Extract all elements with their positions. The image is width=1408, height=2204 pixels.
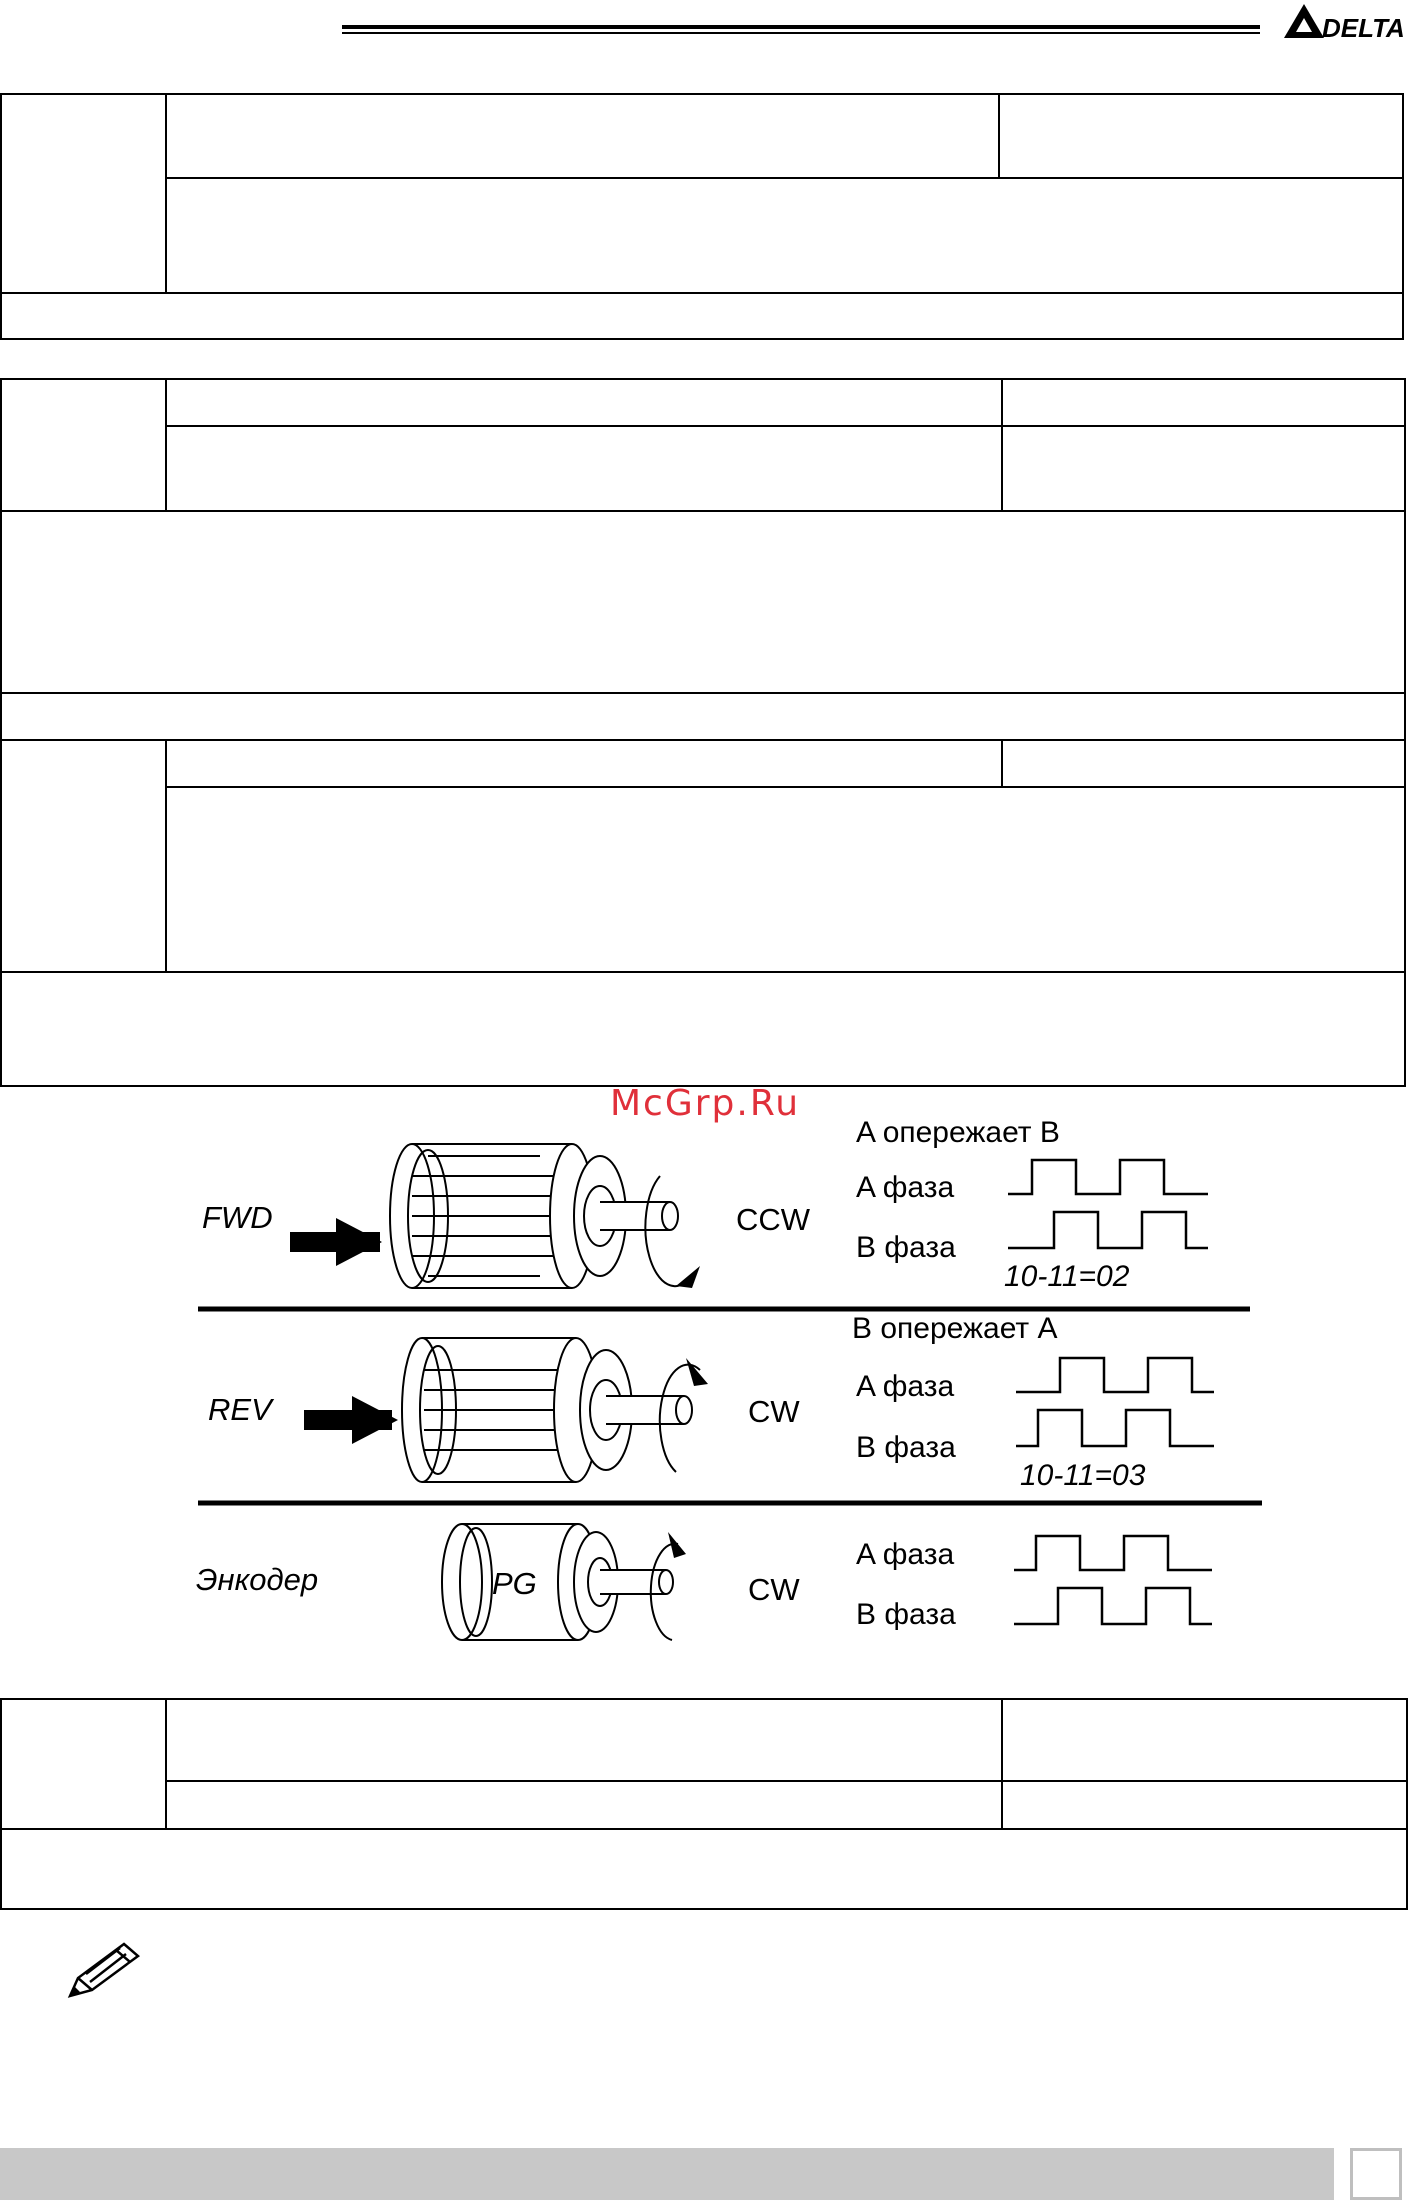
table3-row-divider: [165, 1780, 1408, 1782]
fwd-param: 10-11=02: [1004, 1260, 1130, 1293]
fwd-phase-b-wave: [1008, 1212, 1208, 1248]
fwd-motor-drawing: [290, 1144, 700, 1288]
encoder-direction-diagram: [0, 1100, 1408, 1660]
table2-section-row: [2, 692, 1406, 694]
table1-footer-row: [2, 292, 1404, 294]
fwd-arrow-head: [336, 1218, 382, 1266]
logo-text: DELTA: [1322, 13, 1405, 42]
table1-row-divider: [165, 177, 1404, 179]
table2-name-col-a: [165, 380, 167, 510]
table2-row-divider-a: [165, 425, 1406, 427]
table2-desc-row: [2, 510, 1406, 512]
encoder-direction: CW: [748, 1572, 800, 1607]
encoder-phase-a-label: A фаза: [856, 1538, 955, 1571]
param-table-2: [0, 378, 1406, 1087]
delta-logo: [1282, 2, 1408, 42]
encoder-drawing: [442, 1524, 686, 1640]
table3-desc-row: [2, 1828, 1408, 1830]
footer-bar: [0, 2148, 1334, 2200]
fwd-label: FWD: [202, 1200, 273, 1235]
table2-footer-row: [2, 971, 1406, 973]
fwd-title: A опережает B: [856, 1116, 1060, 1149]
table2-default-col-b: [1001, 739, 1003, 787]
rev-label: REV: [208, 1392, 272, 1427]
fwd-phase-a-label: A фаза: [856, 1171, 955, 1204]
encoder-label: Энкодер: [196, 1562, 319, 1597]
table1-default-col: [998, 95, 1000, 178]
rev-phase-b-wave: [1016, 1410, 1214, 1446]
table3-name-col: [165, 1700, 167, 1830]
fwd-direction: CCW: [736, 1202, 811, 1237]
rev-direction: CW: [748, 1394, 800, 1429]
rev-arrow-head: [352, 1396, 398, 1444]
header-rule-bottom: [342, 32, 1260, 34]
page-number-box: [1350, 2148, 1402, 2200]
param-table-1: [0, 93, 1404, 340]
diagram-svg: [0, 1100, 1408, 1660]
delta-logo-icon: [1282, 2, 1408, 42]
header-rule-top: [342, 25, 1260, 29]
fwd-phase-a-wave: [1008, 1160, 1208, 1194]
table2-name-col-b: [165, 739, 167, 971]
table3-default-col: [1001, 1700, 1003, 1830]
encoder-phase-b-wave: [1014, 1588, 1212, 1624]
rev-title: B опережает A: [852, 1312, 1058, 1345]
rev-phase-a-label: A фаза: [856, 1370, 955, 1403]
pencil-icon: [62, 1938, 144, 2004]
table1-name-col: [165, 95, 167, 292]
table2-param-row: [2, 739, 1406, 741]
table2-row-divider-b: [165, 786, 1406, 788]
watermark-text: McGrp.Ru: [610, 1083, 801, 1124]
encoder-phase-a-wave: [1014, 1536, 1212, 1570]
encoder-phase-b-label: B фаза: [856, 1598, 956, 1631]
rev-phase-b-label: B фаза: [856, 1431, 956, 1464]
fwd-phase-b-label: B фаза: [856, 1231, 956, 1264]
rev-phase-a-wave: [1016, 1358, 1214, 1392]
rev-param: 10-11=03: [1020, 1459, 1146, 1492]
rev-motor-drawing: [304, 1338, 708, 1482]
param-table-3: [0, 1698, 1408, 1910]
table2-default-col-a: [1001, 380, 1003, 510]
encoder-pg-label: PG: [492, 1566, 537, 1601]
